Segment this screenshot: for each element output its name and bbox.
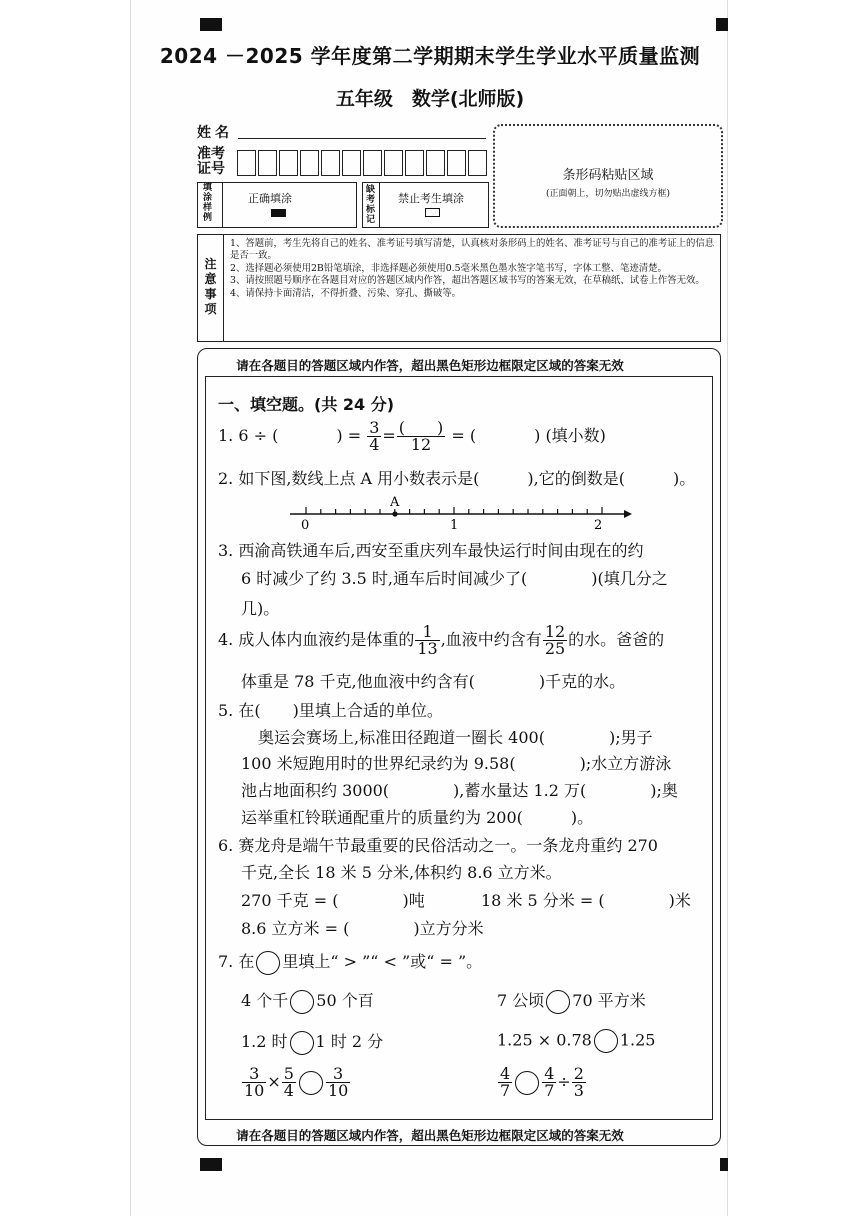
q7-r2b-left: 1.25 × 0.78 (497, 1030, 592, 1050)
exam-id-cells[interactable] (237, 150, 489, 176)
exam-id-cell[interactable] (279, 150, 298, 176)
fraction-denominator: 12 (410, 435, 432, 454)
notice-side-text: 注意事项 (204, 257, 217, 316)
q7-part-b: 里填上“ > ”“ < ”或“ = ”。 (282, 952, 483, 971)
fill-example-label: 填涂样例 (203, 183, 213, 223)
registration-mark-bottom-right (720, 1158, 728, 1171)
question-5-line-5: 运举重杠铃联通配重片的质量约为 200( )。 (241, 808, 594, 827)
barcode-note: (正面朝上，切勿贴出虚线方框) (545, 189, 671, 199)
q7-row-3-right (497, 1066, 587, 1099)
q7-r2a-right: 1 时 2 分 (315, 1032, 384, 1051)
absent-mark-bubble[interactable] (425, 208, 440, 217)
exam-id-cell[interactable] (447, 150, 466, 176)
fraction-denominator: 13 (417, 639, 438, 658)
q7-row-1-right (497, 988, 646, 1014)
q7-r3a-fraction-3 (326, 1066, 350, 1099)
question-6-line-1: 6. 赛龙舟是端午节最重要的民俗活动之一。一条龙舟重约 270 (218, 836, 658, 855)
q7-row-2-right (497, 1029, 655, 1053)
fraction-denominator: 4 (283, 1081, 294, 1100)
exam-id-cell[interactable] (258, 150, 277, 176)
fraction-numerator: 3 (369, 418, 380, 437)
q7-r3b-fraction-1 (498, 1066, 512, 1099)
fraction-denominator: 7 (500, 1081, 511, 1100)
q7-r2a-left: 1.2 时 (241, 1032, 288, 1051)
q7-row-2-left (241, 1029, 383, 1055)
q7-r3a-fraction-1 (242, 1066, 266, 1099)
compare-circle-icon (256, 951, 280, 975)
q4-part-c: 的水。爸爸的 (568, 630, 665, 649)
notice-list (230, 238, 716, 300)
fraction-numerator: 3 (242, 1066, 266, 1083)
exam-id-cell[interactable] (363, 150, 382, 176)
number-line (286, 492, 636, 532)
exam-title: 2024 －2025 学年度第二学期期末学生学业水平质量监测 (159, 44, 701, 68)
fraction-denominator: 3 (573, 1081, 584, 1100)
absent-mark-label: 缺考标记 (366, 185, 376, 225)
fraction-numerator: 12 (544, 622, 566, 641)
tick-label-0: 0 (301, 518, 310, 532)
answer-warning-bottom: 请在各题目的答题区域内作答，超出黑色矩形边框限定区域的答案无效 (236, 1128, 624, 1143)
question-6-line-2: 千克,全长 18 米 5 分米,体积约 8.6 立方米。 (241, 863, 562, 882)
barcode-area (493, 124, 723, 228)
q7-part-a: 7. 在 (218, 952, 255, 971)
q7-r1b-left: 7 公顷 (497, 991, 545, 1010)
tick-label-2: 2 (594, 518, 603, 532)
compare-circle[interactable] (546, 990, 570, 1014)
fraction-numerator: 3 (326, 1066, 350, 1083)
q7-r3b-operator: ÷ (557, 1072, 571, 1091)
exam-id-cell[interactable] (426, 150, 445, 176)
q1-part-b: ) = (336, 426, 362, 445)
q4-part-a: 4. 成人体内血液约是体重的 (218, 630, 415, 649)
question-5-line-4: 池占地面积约 3000( ),蓄水量达 1.2 万( );奥 (241, 781, 678, 800)
question-4-line-1 (218, 624, 664, 657)
fraction-denominator: 25 (544, 639, 566, 658)
fraction-denominator: 10 (327, 1081, 349, 1100)
question-4-line-2: 体重是 78 千克,他血液中约含有( )千克的水。 (241, 672, 626, 691)
exam-id-cell[interactable] (405, 150, 424, 176)
registration-mark-top-left (200, 18, 222, 31)
section-title: 一、填空题。(共 24 分) (218, 395, 395, 414)
correct-fill-label: 正确填涂 (248, 192, 292, 205)
q4-part-b: ,血液中约含有 (440, 630, 542, 649)
absent-mark-note: 禁止考生填涂 (398, 192, 464, 205)
fraction-denominator: 10 (244, 1081, 265, 1100)
question-5-line-2: 奥运会赛场上,标准田径跑道一圈长 400( );男子 (258, 728, 653, 747)
notice-box (197, 234, 721, 342)
exam-subtitle: 五年级 数学(北师版) (335, 88, 525, 110)
barcode-title: 条形码粘贴区域 (562, 168, 654, 183)
notice-side-label (198, 235, 224, 341)
registration-mark-top-right (716, 18, 728, 31)
q7-r2b-right: 1.25 (619, 1030, 656, 1050)
exam-id-cell[interactable] (468, 150, 487, 176)
answer-warning-top: 请在各题目的答题区域内作答，超出黑色矩形边框限定区域的答案无效 (236, 358, 624, 373)
compare-circle[interactable] (594, 1029, 618, 1053)
tick-label-1: 1 (450, 518, 459, 532)
q7-row-1-left (241, 988, 374, 1014)
question-3-line-3: 几)。 (241, 599, 280, 618)
notice-item: 1、答题前，考生先将自己的姓名、准考证号填写清楚，认真核对条形码上的姓名、准考证号与自己的准考证上的信息是否一致。 (230, 238, 715, 262)
registration-mark-bottom-left (200, 1158, 222, 1171)
q1-fraction-1 (367, 420, 381, 453)
q4-fraction-2 (543, 624, 567, 657)
question-6-conversion-2: 18 米 5 分米 = ( )米 (481, 891, 691, 910)
compare-circle[interactable] (515, 1071, 539, 1095)
notice-item: 3、请按照题号顺序在各题目对应的答题区域内作答，超出答题区域书写的答案无效，在草稿纸、试卷上作答无效。 (230, 275, 705, 287)
q7-r3a-fraction-2 (282, 1066, 296, 1099)
q1-part-d: ) (填小数) (534, 426, 606, 445)
exam-id-cell[interactable] (384, 150, 403, 176)
q4-fraction-1 (415, 624, 439, 657)
fraction-numerator: ( ) (398, 418, 444, 437)
question-3-line-2: 6 时减少了约 3.5 时,通车后时间减少了( )(填几分之 (241, 569, 668, 588)
q7-r3b-fraction-3 (572, 1066, 586, 1099)
exam-id-cell[interactable] (237, 150, 256, 176)
exam-id-label-2: 证号 (197, 161, 225, 177)
q1-part-a: 1. 6 ÷ ( (218, 426, 279, 445)
number-line-arrow (624, 510, 632, 518)
fraction-denominator: 4 (369, 435, 380, 454)
fraction-denominator: 7 (544, 1081, 555, 1100)
exam-id-cell[interactable] (300, 150, 319, 176)
q1-part-c: = ( (451, 426, 477, 445)
q1-fraction-2[interactable] (397, 420, 446, 453)
point-a-dot (392, 511, 397, 516)
exam-id-label-1: 准考 (197, 146, 225, 162)
compare-circle[interactable] (290, 1031, 314, 1055)
q7-r1b-right: 70 平方米 (572, 991, 646, 1010)
question-2: 2. 如下图,数线上点 A 用小数表示是( ),它的倒数是( )。 (218, 469, 696, 488)
q1-equals: = (382, 426, 396, 445)
fraction-numerator: 2 (573, 1064, 584, 1083)
number-line-ticks (306, 507, 602, 514)
q7-r3b-fraction-2 (542, 1066, 556, 1099)
question-6-conversion-3: 8.6 立方米 = ( )立方分米 (241, 919, 484, 938)
correct-fill-sample (271, 209, 286, 217)
fraction-numerator: 4 (500, 1064, 511, 1083)
q7-r3a-operator: × (267, 1072, 281, 1091)
fraction-numerator: 1 (415, 624, 439, 641)
question-5-line-1: 5. 在( )里填上合适的单位。 (218, 701, 443, 720)
q7-row-3-left (241, 1066, 351, 1099)
notice-item: 2、选择题必须使用2B铅笔填涂，非选择题必须使用0.5毫米黑色墨水签字笔书写，字体工整、笔迹清楚。 (230, 262, 667, 274)
question-3-line-1: 3. 西渝高铁通车后,西安至重庆列车最快运行时间由现在的约 (218, 541, 644, 560)
q7-r1a-left: 4 个千 (241, 991, 289, 1010)
exam-id-cell[interactable] (321, 150, 340, 176)
question-5-line-3: 100 米短跑用时的世界纪录约为 9.58( );水立方游泳 (241, 754, 672, 773)
point-a-label: A (390, 495, 400, 510)
fraction-numerator: 5 (283, 1064, 294, 1083)
name-field[interactable] (238, 137, 486, 139)
fraction-numerator: 4 (544, 1064, 555, 1083)
question-7-line-1 (218, 949, 482, 975)
compare-circle[interactable] (290, 990, 314, 1014)
exam-id-cell[interactable] (342, 150, 361, 176)
q7-r1a-right: 50 个百 (316, 991, 374, 1010)
notice-item: 4、请保持卡面清洁，不得折叠、污染、穿孔、撕破等。 (230, 287, 461, 299)
question-1 (218, 420, 606, 453)
name-label: 姓名 (197, 125, 233, 141)
compare-circle[interactable] (299, 1071, 323, 1095)
question-6-conversion-1: 270 千克 = ( )吨 (241, 891, 425, 910)
